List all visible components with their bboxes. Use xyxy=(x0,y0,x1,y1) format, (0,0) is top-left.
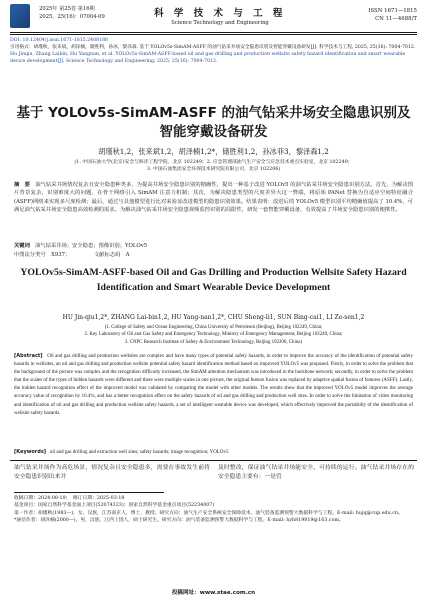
authors-en: HU Jin-qiu1,2*, ZHANG Lai-bin1,2, HU Yang-nan1,2*, CHU Sheng-li1, SUN Bing-cai1, LI Ze-sen1,2 xyxy=(62,314,365,321)
title-en: YOLOv5s-SimAM-ASFF-based Oil and Gas Drilling and Production Wellsite Safety Hazard Identification and Smart Wearable Device Development xyxy=(20,267,407,293)
journal-title-en: Science Technology and Engineering xyxy=(171,20,269,26)
header-left xyxy=(10,4,105,28)
section-rule xyxy=(10,460,417,461)
footnote-corresponding-author: *通信作者：胡泽楠(2000—)，男，汉族，江西上饶人，硕士研究生。研究方向：油气装备监测预警大数据科学与工程。E-mail: hyh819819@163.com。 xyxy=(14,517,344,523)
keywords-en-text: oil and gas drilling and extraction well sites; safety hazards; image recognition; YOLOv5 xyxy=(49,450,229,455)
affiliation-cn-line: (1. 中国石油大学(北京)安全与海洋工程学院，北京 102249；2. 应急管理部油气生产安全与应急技术重点实验室，北京 102249； xyxy=(74,160,353,165)
classification-row xyxy=(14,251,413,259)
issue-line-2: 2025，25(16)：07004-09 xyxy=(39,13,105,20)
abstract-en-text: Oil and gas drilling and production wellsites are complex and have many types of potential safety hazards, in order to improve the accuracy of the identification of potential safety hazards in wellsites, an oil and gas drilling and production wellsite potential safety hazard identification method based on improved YOLOv5 was proposed. Firstly, in order to solve the problem that the background of the picture was complex and the recognition difficulty increased, the SimAM attention mechanism was introduced in the backbone network; secondly, in order to solve the problem that the scales of the types of hidden hazards were different and there were multiple scales in one picture, the original feature fusion was replaced by adaptive spatial fusion of features (ASFF). Lastly, the hidden hazard recognition effect of the improved model was validated by comparing the model with other models. The results show that the improved YOLOv5 model improves the average accuracy value of recognition by 10.4%, and has a better recognition effect on the safety hazards of oil and gas drilling and production well sites. In order to solve the limitation of video monitoring and identification of oil and gas drilling and production wellsite safety hazards, a set of intelligent wearable device was developed, which effectively improved the portability of the identification of wellsite safety hazards. xyxy=(14,354,413,416)
authors-cn: 胡瑾秋1,2，张来斌1,2，胡泽楠1,2*，储胜利1,2，孙冰菲3，黎泽森1,2 xyxy=(98,147,329,156)
body-column-right: 及时整改，保证油气钻采井场能安全、可持续的运行。油气钻采井场存在的安全隐患主要有：一是管 xyxy=(218,465,414,481)
doi-link[interactable]: DOI: 10.12404/j.issn.1671-1815.2408188 xyxy=(10,38,109,43)
journal-title-cn: 科 学 技 术 与 工 程 xyxy=(154,8,286,19)
abstract-cn-text: 油气钻采井场情况复杂且安全隐患种类多，为提高井场安全隐患识别的精确性，提出一种基于改进 YOLOv5 的油气钻采井场安全隐患识别方法。首先，为解决图片背景复杂，识别难度大的问题，在骨干网络引入 SimAM 注意力机制；其次，为解决隐患类型的尺度差异大这一弊端，将原始 PANet 替换为自适应空间特征融合(ASFF)网络来实现多尺度检测；最后，通过与具他模型进行比对来验证改进模型的隐患识别效果。结果表明：改进后的 YOLOv5 模型识别平均精确值提高了 10.4%，可满足油气钻采井场安全隐患高效检测的需求。为解决油气钻采井场安全隐患视频监控识别的局限性，研发一套智能穿戴设备，有效提高了井场安全隐患识别的便携性。 xyxy=(14,182,414,213)
keywords-en-label: [Keywords] xyxy=(14,449,47,455)
affiliation-en-line: (1. College of Safety and Ocean Engineering, China University of Petroleum (Beijing), Beijing 102249, China; xyxy=(104,325,323,330)
citation-cn: 引用格式：胡瑾秋，张来斌，胡泽楠，储胜利，孙冰，黎泽森. 基于 YOLOv5s-SimAM-ASFF 的油气钻采井场安全隐患识别及智能穿戴设备研发[J]. 科学技术与工程, 2025, 25(16): 7004-7012. xyxy=(10,45,416,50)
keywords-cn-text: 油气钻采井场；安全隐患；图像识别；YOLOv5 xyxy=(34,243,148,249)
issue-info xyxy=(39,4,105,21)
footnote-rule xyxy=(14,492,164,493)
header-rule xyxy=(10,32,417,33)
header-rule-thin xyxy=(10,34,417,35)
footnote-received: 收稿日期：2024-08-19； 修订日期：2025-03-18 xyxy=(14,496,125,501)
issn-label: ISSN 1671—1815 xyxy=(368,8,417,14)
issue-line-1: 2025年 第25卷 第16期 xyxy=(39,6,95,12)
keywords-en xyxy=(14,448,413,457)
keywords-cn-label: 关键词 xyxy=(14,243,30,249)
citation-en: Hu Jinqiu, Zhang Laibin, Hu Yangnan, et al. YOLOv5s-SimAM-ASFF-based oil and gas drilling and production wellsite safety hazard identification and smart wearable device development[J]. Science Technology and Engineering, 2025, 25(16): 7004-7012. xyxy=(10,52,406,64)
abstract-cn xyxy=(14,181,413,214)
affiliation-en-line: 2. Key Laboratory of Oil and Gas Safety and Emergency Technology, Ministry of Emergency Management, Beijing 102249, China; xyxy=(84,332,343,338)
footnote-first-author: 第一作者：胡瑾秋(1983—)，女，汉族，江苏南京人，博士，教授。研究方向：油气生产安全系统安全保障技术、油气装备监测预警大数据科学与工程。E-mail: hujq@cup.edu.cn。 xyxy=(14,510,403,516)
submission-url[interactable]: 投稿网址：www.stae.com.cn xyxy=(171,590,256,596)
citation-block xyxy=(10,37,417,65)
footnotes xyxy=(14,495,413,524)
footnote-funding: 基金项目：国家自然科学基金面上项目(52074323)；国家自然科学基金重点项目(52234007) xyxy=(14,503,215,509)
journal-title xyxy=(150,5,290,26)
affiliations-cn xyxy=(10,159,417,173)
abstract-cn-label: 摘 要 xyxy=(14,182,31,188)
title-cn: 基于 YOLOv5s-SimAM-ASFF 的油气钻采井场安全隐患识别及智能穿戴设备研发 xyxy=(16,105,411,140)
cn-label: CN 11—4688/T xyxy=(375,16,417,22)
journal-ids xyxy=(368,7,417,23)
affiliation-cn-line: 3. 中国石油集团安全环保技术研究院有限公司，北京 102206) xyxy=(146,167,281,172)
body-column-left: 油气钻采井场作为高危场景，情况复杂且安全隐患多，需要在事故发生前将安全隐患识别出来并 xyxy=(14,465,210,481)
journal-logo-icon xyxy=(10,4,30,28)
affiliation-en-line: 3. CNPC Research Institute of Safety & Environment Technology, Beijing 102206, China) xyxy=(124,339,303,345)
clc-number: 中图法分类号 X937； xyxy=(14,252,71,258)
journal-header xyxy=(10,4,417,30)
document-code: 文献标志码 A xyxy=(93,252,130,258)
keywords-cn xyxy=(14,242,413,250)
abstract-en xyxy=(14,352,413,418)
affiliations-en xyxy=(10,324,417,346)
abstract-en-label: [Abstract] xyxy=(14,353,43,359)
